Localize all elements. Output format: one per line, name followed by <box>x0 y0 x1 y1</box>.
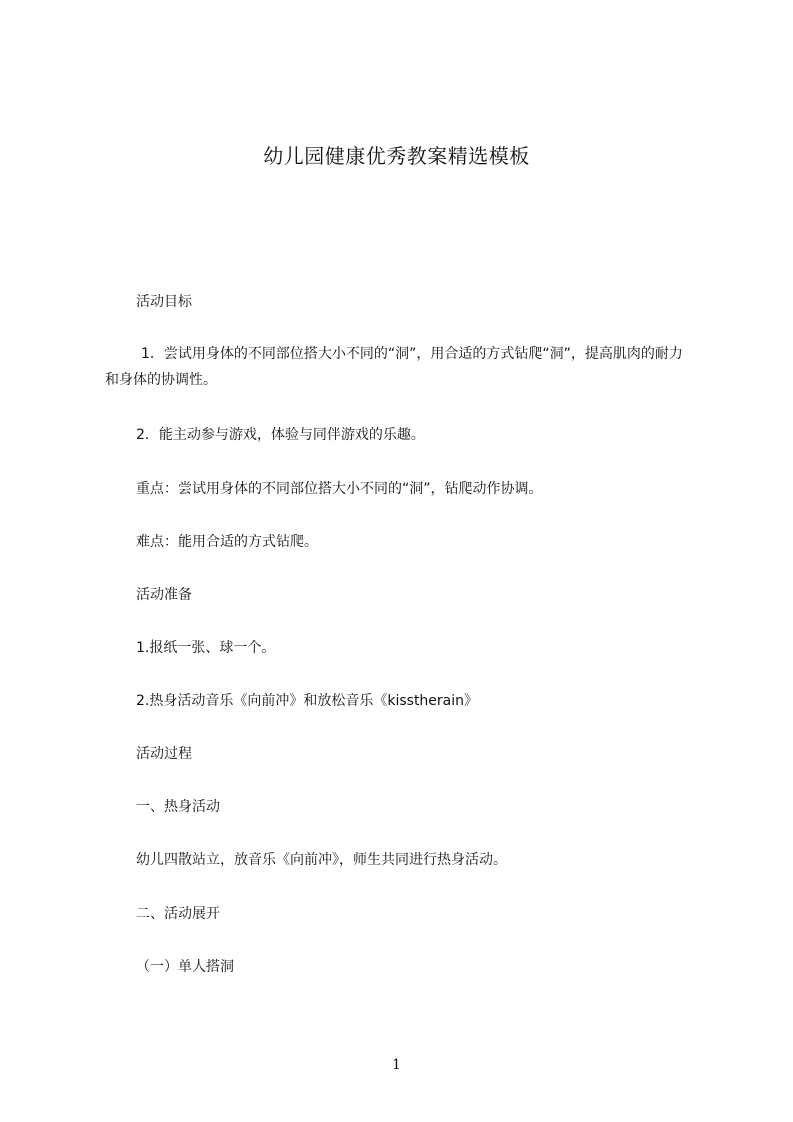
key-point-text: 重点：尝试用身体的不同部位搭大小不同的“洞”，钻爬动作协调。 <box>136 481 543 497</box>
goal-item-2: 2．能主动参与游戏，体验与同伴游戏的乐趣。 <box>136 427 425 443</box>
section-heading-activity: 二、活动展开 <box>136 906 220 922</box>
subsection-heading-single-hole: （一）单人搭洞 <box>136 959 234 975</box>
goal-item-1: 1．尝试用身体的不同部位搭大小不同的“洞”，用合适的方式钻爬“洞”，提高肌肉的耐力和身体的协调性。 <box>105 346 683 388</box>
section-heading-warmup: 一、热身活动 <box>136 799 220 815</box>
document-title: 幼儿园健康优秀教案精选模板 <box>263 144 530 168</box>
difficulty-text: 难点：能用合适的方式钻爬。 <box>136 534 318 550</box>
preparation-item-2: 2.热身活动音乐《向前冲》和放松音乐《kisstherain》 <box>136 693 479 709</box>
page-number: 1 <box>392 1057 401 1073</box>
section-text-warmup: 幼儿四散站立，放音乐《向前冲》，师生共同进行热身活动。 <box>136 852 507 868</box>
activity-preparation-heading: 活动准备 <box>136 587 192 603</box>
activity-process-heading: 活动过程 <box>136 746 192 762</box>
activity-goal-heading: 活动目标 <box>136 294 192 310</box>
preparation-item-1: 1.报纸一张、球一个。 <box>136 640 276 656</box>
